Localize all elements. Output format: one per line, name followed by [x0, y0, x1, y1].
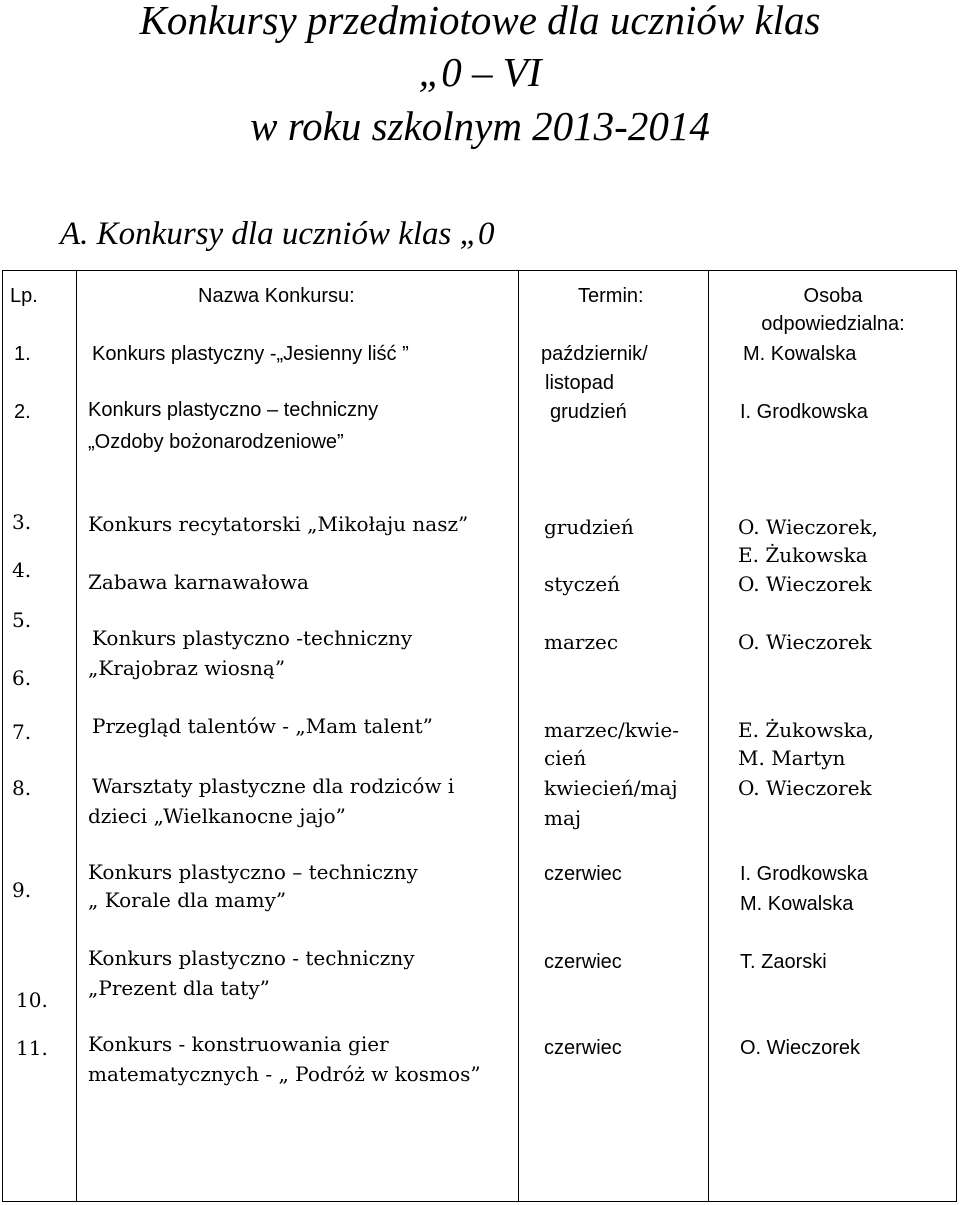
section-title: A. Konkursy dla uczniów klas „0 — [60, 216, 495, 252]
row-5-name-line-2: „Krajobraz wiosną” — [88, 656, 286, 680]
header-term: Termin: — [578, 285, 644, 307]
row-8-term-line-2: maj — [544, 806, 582, 830]
row-7-lp: 7. — [12, 720, 32, 744]
row-1-name: Konkurs plastyczny -„Jesienny liść ” — [92, 343, 409, 365]
row-5-lp: 5. — [12, 608, 32, 632]
row-10-name-line-1: Konkurs plastyczno - techniczny — [88, 946, 415, 970]
row-9-name-line-1: Konkurs plastyczno – techniczny — [88, 860, 418, 884]
row-7-person-line-2: M. Martyn — [738, 746, 846, 770]
row-10-person: T. Zaorski — [740, 951, 827, 973]
column-divider — [76, 270, 77, 1202]
column-divider — [708, 270, 709, 1202]
row-2-name-line-2: „Ozdoby bożonarodzeniowe” — [88, 431, 344, 453]
header-contest-name: Nazwa Konkursu: — [198, 285, 355, 307]
document-title-line-3: w roku szkolnym 2013-2014 — [250, 103, 710, 149]
row-8-name-line-1: Warsztaty plastyczne dla rodziców i — [92, 774, 455, 798]
row-9-person-line-2: M. Kowalska — [740, 893, 854, 915]
row-3-person-line-2: E. Żukowska — [738, 543, 868, 567]
row-2-name-line-1: Konkurs plastyczno – techniczny — [88, 399, 379, 421]
row-2-lp: 2. — [14, 401, 31, 423]
document-title-line-2: „0 – VI — [418, 49, 542, 95]
row-3-term: grudzień — [544, 515, 634, 539]
row-6-lp: 6. — [12, 666, 32, 690]
row-11-person: O. Wieczorek — [740, 1037, 861, 1059]
row-5-name-line-1: Konkurs plastyczno -techniczny — [92, 626, 413, 650]
row-5-person: O. Wieczorek — [738, 630, 872, 654]
row-1-person: M. Kowalska — [743, 343, 857, 365]
row-7-term-line-2: cień — [544, 746, 587, 770]
row-7-term-line-1: marzec/kwie- — [544, 718, 679, 742]
row-11-name-line-2: matematycznych - „ Podróż w kosmos” — [88, 1062, 481, 1086]
row-3-lp: 3. — [12, 510, 32, 534]
row-9-name-line-2: „ Korale dla mamy” — [88, 888, 287, 912]
row-8-term-line-1: kwiecień/maj — [544, 776, 678, 800]
row-5-term: marzec — [544, 630, 619, 654]
row-9-term: czerwiec — [544, 863, 622, 885]
row-1-term-line-1: październik/ — [541, 343, 648, 365]
row-11-lp: 11. — [16, 1036, 48, 1060]
row-4-name: Zabawa karnawałowa — [88, 570, 309, 594]
row-3-person-line-1: O. Wieczorek, — [738, 515, 879, 539]
row-9-person-line-1: I. Grodkowska — [740, 863, 868, 885]
header-person-line-1: Osoba — [803, 285, 863, 307]
row-11-name-line-1: Konkurs - konstruowania gier — [88, 1032, 389, 1056]
row-2-person: I. Grodkowska — [740, 401, 868, 423]
row-1-term-line-2: listopad — [545, 372, 614, 394]
row-1-lp: 1. — [14, 343, 31, 365]
row-4-term: styczeń — [544, 572, 621, 596]
row-3-name: Konkurs recytatorski „Mikołaju nasz” — [88, 512, 469, 536]
column-divider — [518, 270, 519, 1202]
row-7-person-line-1: E. Żukowska, — [738, 718, 875, 742]
row-8-lp: 8. — [12, 776, 32, 800]
header-person-line-2: odpowiedzialna: — [761, 313, 905, 335]
row-9-lp: 9. — [12, 878, 32, 902]
header-lp: Lp. — [10, 285, 38, 307]
row-7-name: Przegląd talentów - „Mam talent” — [92, 714, 433, 738]
row-8-name-line-2: dzieci „Wielkanocne jajo” — [88, 804, 346, 828]
row-10-lp: 10. — [16, 988, 48, 1012]
row-8-person: O. Wieczorek — [738, 776, 872, 800]
row-4-person: O. Wieczorek — [738, 572, 872, 596]
row-4-lp: 4. — [12, 558, 32, 582]
document-title-line-1: Konkursy przedmiotowe dla uczniów klas — [139, 0, 821, 43]
row-10-name-line-2: „Prezent dla taty” — [88, 976, 270, 1000]
row-10-term: czerwiec — [544, 951, 622, 973]
row-2-term: grudzień — [550, 401, 627, 423]
row-11-term: czerwiec — [544, 1037, 622, 1059]
